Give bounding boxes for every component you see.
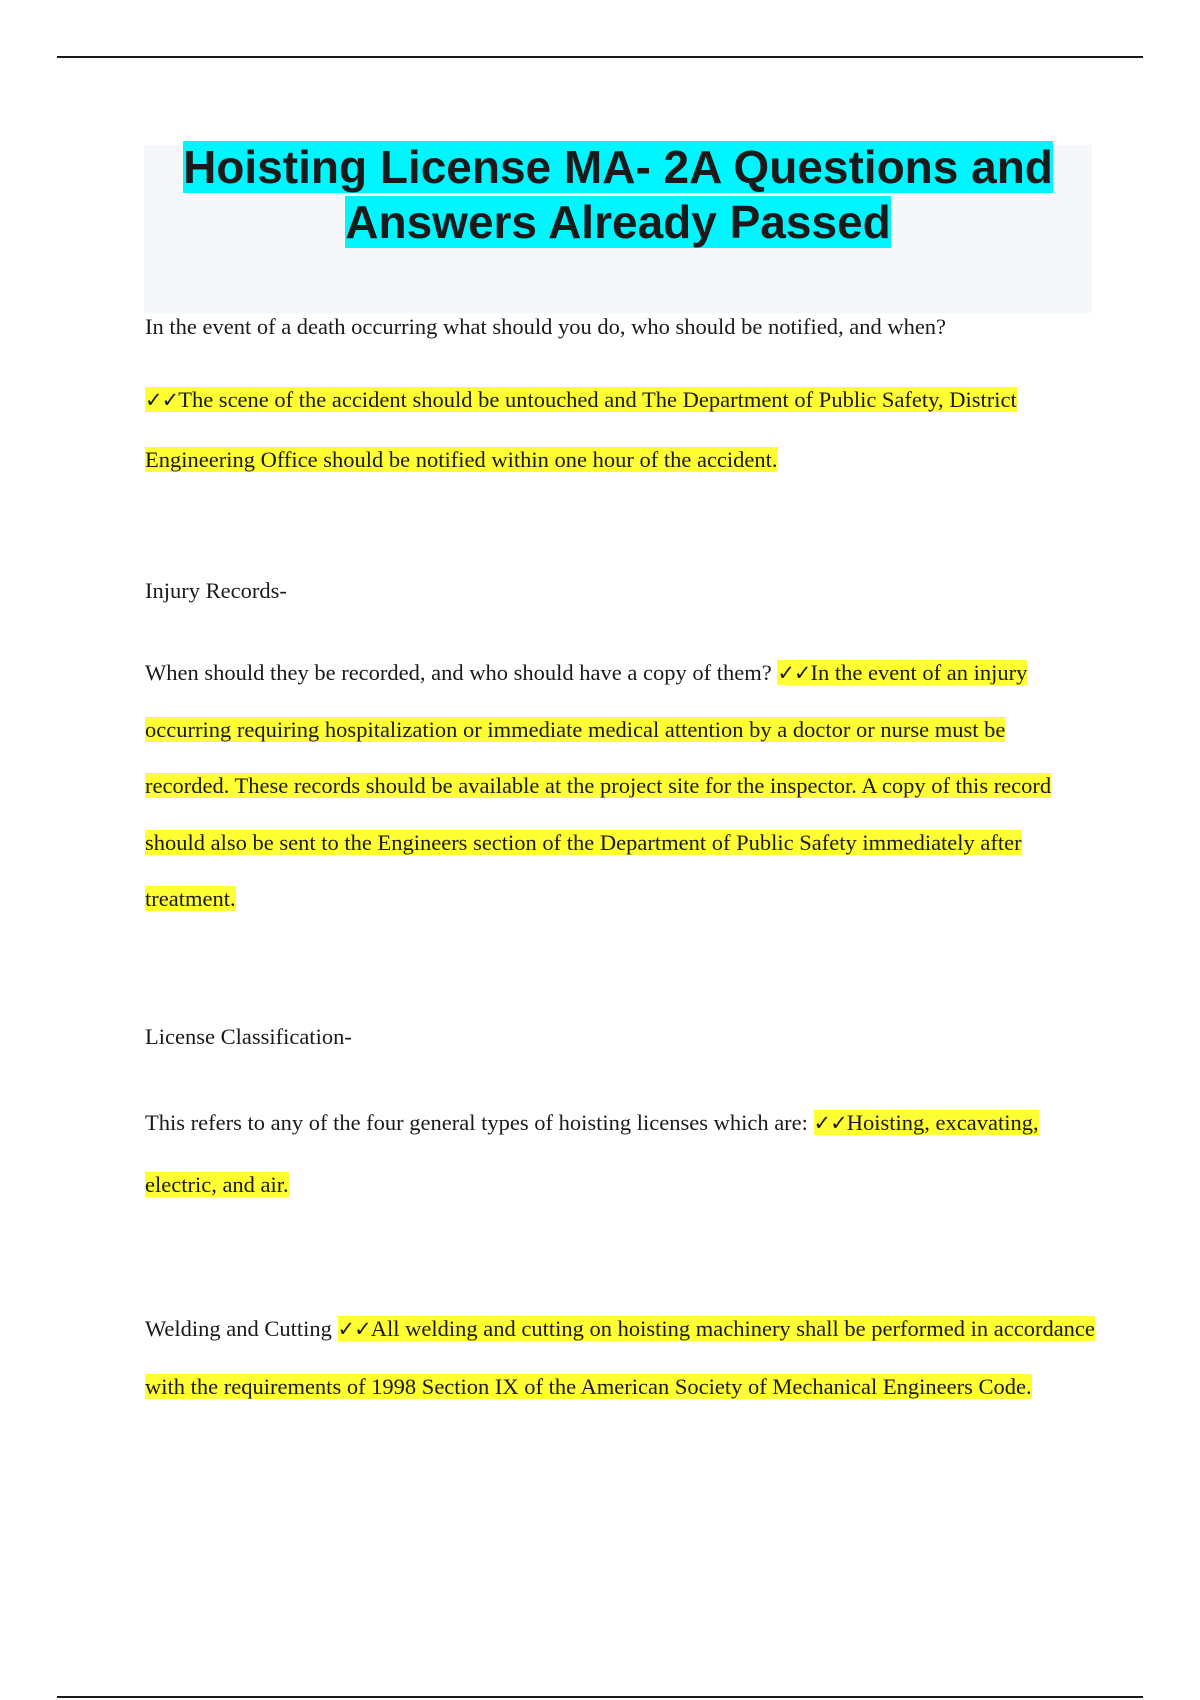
- heading-injury-records: Injury Records-: [145, 578, 287, 603]
- title-line-2: Answers Already Passed: [345, 196, 891, 248]
- answer-1-highlight: [145, 387, 1017, 472]
- answer-2-highlight: [145, 660, 1051, 911]
- heading-license-classification: License Classification-: [145, 1024, 352, 1049]
- double-check-icon: ✓✓: [145, 388, 179, 412]
- double-check-icon: ✓✓: [813, 1111, 847, 1135]
- answer-2-text: In the event of an injury occurring requiring hospitalization or immediate medical attention by a doctor or nurse must be recorded. These records should be available at the project site for the inspector. A copy of this record should also be sent to the Engineers section of the Department of Public Safety immediately after treatment.: [145, 660, 1052, 911]
- answer-4-text: All welding and cutting on hoisting machinery shall be performed in accordance with the requirements of 1998 Section IX of the American Society of Mechanical Engineers Code.: [145, 1316, 1095, 1399]
- top-rule: [57, 56, 1143, 58]
- title-line-1: Hoisting License MA- 2A Questions and: [183, 141, 1053, 193]
- double-check-icon: ✓✓: [337, 1317, 371, 1341]
- answer-1: [145, 370, 1095, 490]
- question-4: Welding and Cutting: [145, 1316, 332, 1341]
- question-answer-2: [145, 645, 1095, 928]
- question-answer-4: [145, 1300, 1095, 1416]
- question-1: In the event of a death occurring what should you do, who should be notified, and when?: [145, 314, 947, 339]
- question-3: This refers to any of the four general types of hoisting licenses which are:: [145, 1110, 808, 1135]
- answer-1-text: The scene of the accident should be untouched and The Department of Public Safety, District Engineering Office should be notified within one hour of the accident.: [145, 387, 1017, 472]
- document-title: [144, 140, 1092, 250]
- question-answer-3: [145, 1092, 1095, 1215]
- bottom-rule: [57, 1696, 1143, 1698]
- double-check-icon: ✓✓: [777, 661, 811, 685]
- question-2: When should they be recorded, and who should have a copy of them?: [145, 660, 772, 685]
- answer-3-text: Hoisting, excavating, electric, and air.: [145, 1110, 1039, 1197]
